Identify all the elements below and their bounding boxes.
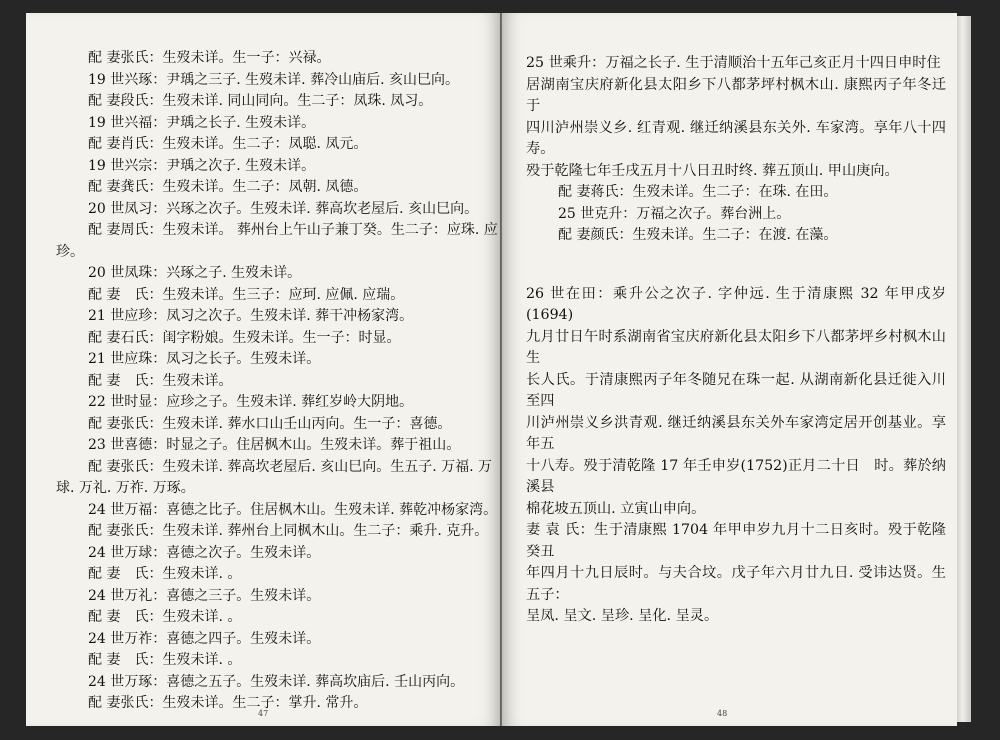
biography-line: 呈凤. 呈文. 呈珍. 呈化. 呈灵。: [526, 608, 719, 624]
page-number: 47: [258, 709, 269, 718]
genealogy-entry: 配 妻段氏：生歿未详. 同山同向。生二子：凤珠. 凤习。: [88, 93, 433, 109]
genealogy-entry: 配 妻 氏：生歿未详. 。: [88, 609, 242, 625]
right-page: [502, 13, 957, 726]
genealogy-entry: 23 世喜德：时显之子。住居枫木山。生歿未详。葬于祖山。: [88, 437, 461, 453]
genealogy-entry: 配 妻 氏：生歿未详. 。: [88, 652, 242, 668]
left-page: [26, 13, 500, 726]
biography-line: 十八寿。殁于清乾隆 17 年壬申岁(1752)正月二十日 时。葬於纳溪县: [526, 457, 946, 495]
genealogy-entry: 配 妻张氏：生歿未详. 葬高坎老屋后. 亥山巳向。生五子. 万福. 万: [88, 458, 493, 475]
section-gap: [526, 247, 946, 284]
genealogy-entry: 22 世时显：应珍之子。生歿未详. 葬红岁岭大阴地。: [88, 394, 414, 410]
genealogy-entry: 配 妻石氏：闺字粉娘。生歿未详。生一子：时显。: [88, 329, 401, 346]
genealogy-entry: 20 世凤珠：兴琢之子. 生歿未详。: [88, 265, 302, 281]
biography-line: 25 世乘升：万福之长子. 生于清顺治十五年己亥正月十四日申时住: [526, 55, 941, 71]
genealogy-entry: 24 世万祚：喜德之四子。生歿未详。: [88, 630, 321, 647]
genealogy-entry: 配 妻张氏：生歿未详. 葬水口山壬山丙向。生一子：喜德。: [88, 415, 452, 432]
biography-line: 四川泸州崇义乡. 红青观. 继迁纳溪县东关外. 车家湾。享年八十四寿。: [526, 119, 946, 157]
genealogy-entry: 配 妻张氏：生歿未详。生二子：掌升. 常升。: [88, 695, 368, 711]
biography-line: 居湖南宝庆府新化县太阳乡下八都茅坪村枫木山. 康熙丙子年冬迁于: [526, 76, 946, 114]
biography-line: 26 世在田：乘升公之次子. 字仲远. 生于清康熙 32 年甲戌岁(1694): [526, 285, 946, 323]
genealogy-entry: 配 妻 氏：生歿未详. 。: [88, 566, 242, 582]
genealogy-entry: 配 妻蒋氏：生歿未详。生二子：在珠. 在田。: [558, 184, 838, 200]
genealogy-entry-continuation: 珍。: [56, 243, 84, 260]
genealogy-entry: 19 世兴福：尹瑀之长子. 生歿未详。: [88, 114, 316, 131]
genealogy-entry: 19 世兴宗：尹瑀之次子. 生歿未详。: [88, 157, 316, 174]
genealogy-entry: 配 妻龚氏：生歿未详。生二子：凤朝. 凤德。: [88, 179, 368, 195]
biography-line: 川泸州崇义乡洪青观. 继迁纳溪县东关外车家湾定居开创基业。享年五: [526, 414, 946, 452]
genealogy-entry: 配 妻张氏：生歿未详. 葬州台上同枫木山。生二子：乘升. 克升。: [88, 523, 489, 539]
right-page-text: [526, 53, 946, 628]
genealogy-entry: 24 世万礼：喜德之三子。生歿未详。: [88, 587, 321, 604]
genealogy-entry: 24 世万球：喜德之次子。生歿未详。: [88, 544, 321, 561]
biography-line: 长人氏。于清康熙丙子年冬随兄在珠一起. 从湖南新化县迁徙入川至四: [526, 371, 946, 409]
genealogy-entry-continuation: 球. 万礼. 万祚. 万琢。: [56, 480, 195, 496]
genealogy-entry: 21 世应珍：凤习之次子。生歿未详. 葬干冲杨家湾。: [88, 308, 414, 324]
genealogy-entry: 24 世万琢：喜德之五子。生歿未详. 葬高坎庙后. 壬山丙向。: [88, 673, 465, 690]
page-stack-edge: [957, 16, 971, 722]
genealogy-entry: 配 妻张氏：生歿未详。生一子：兴禄。: [88, 50, 331, 66]
genealogy-entry: 19 世兴琢：尹瑀之三子. 生歿未详. 葬冷山庙后. 亥山巳向。: [88, 71, 459, 88]
genealogy-entry: 25 世克升：万福之次子。葬台洲上。: [558, 205, 791, 222]
genealogy-entry: 配 妻肖氏：生歿未详。生二子：凤聪. 凤元。: [88, 136, 368, 152]
biography-line: 殁于乾隆七年壬戌五月十八日丑时终. 葬五顶山. 甲山庚向。: [526, 162, 899, 179]
genealogy-entry: 配 妻周氏：生歿未详。 葬州台上午山子兼丁癸。生二子：应珠. 应: [88, 222, 498, 238]
biography-line: 棉花坡五顶山. 立寅山申向。: [526, 500, 706, 517]
genealogy-entry: 24 世万福：喜德之比子。住居枫木山。生歿未详. 葬乾冲杨家湾。: [88, 501, 498, 518]
biography-line: 年四月十九日辰时。与夫合坟。戊子年六月廿九日. 受讳达贤。生五子：: [526, 565, 946, 603]
genealogy-entry: 20 世凤习：兴琢之次子。生歿未详. 葬高坎老屋后. 亥山巳向。: [88, 200, 479, 217]
genealogy-entry: 21 世应珠：凤习之长子。生歿未详。: [88, 351, 321, 367]
biography-line: 妻 袁 氏：生于清康熙 1704 年甲申岁九月十二日亥时。殁于乾隆癸丑: [526, 522, 946, 560]
genealogy-entry: 配 妻 氏：生歿未详。生三子：应珂. 应佩. 应瑞。: [88, 286, 405, 303]
left-page-text: [56, 48, 498, 715]
genealogy-entry: 配 妻 氏：生歿未详。: [88, 372, 233, 389]
biography-line: 九月廿日午时系湖南省宝庆府新化县太阳乡下八都茅坪乡村枫木山生: [526, 328, 946, 366]
genealogy-entry: 配 妻颜氏：生歿未详。生二子：在渡. 在藻。: [558, 227, 838, 243]
page-number: 48: [717, 709, 728, 718]
